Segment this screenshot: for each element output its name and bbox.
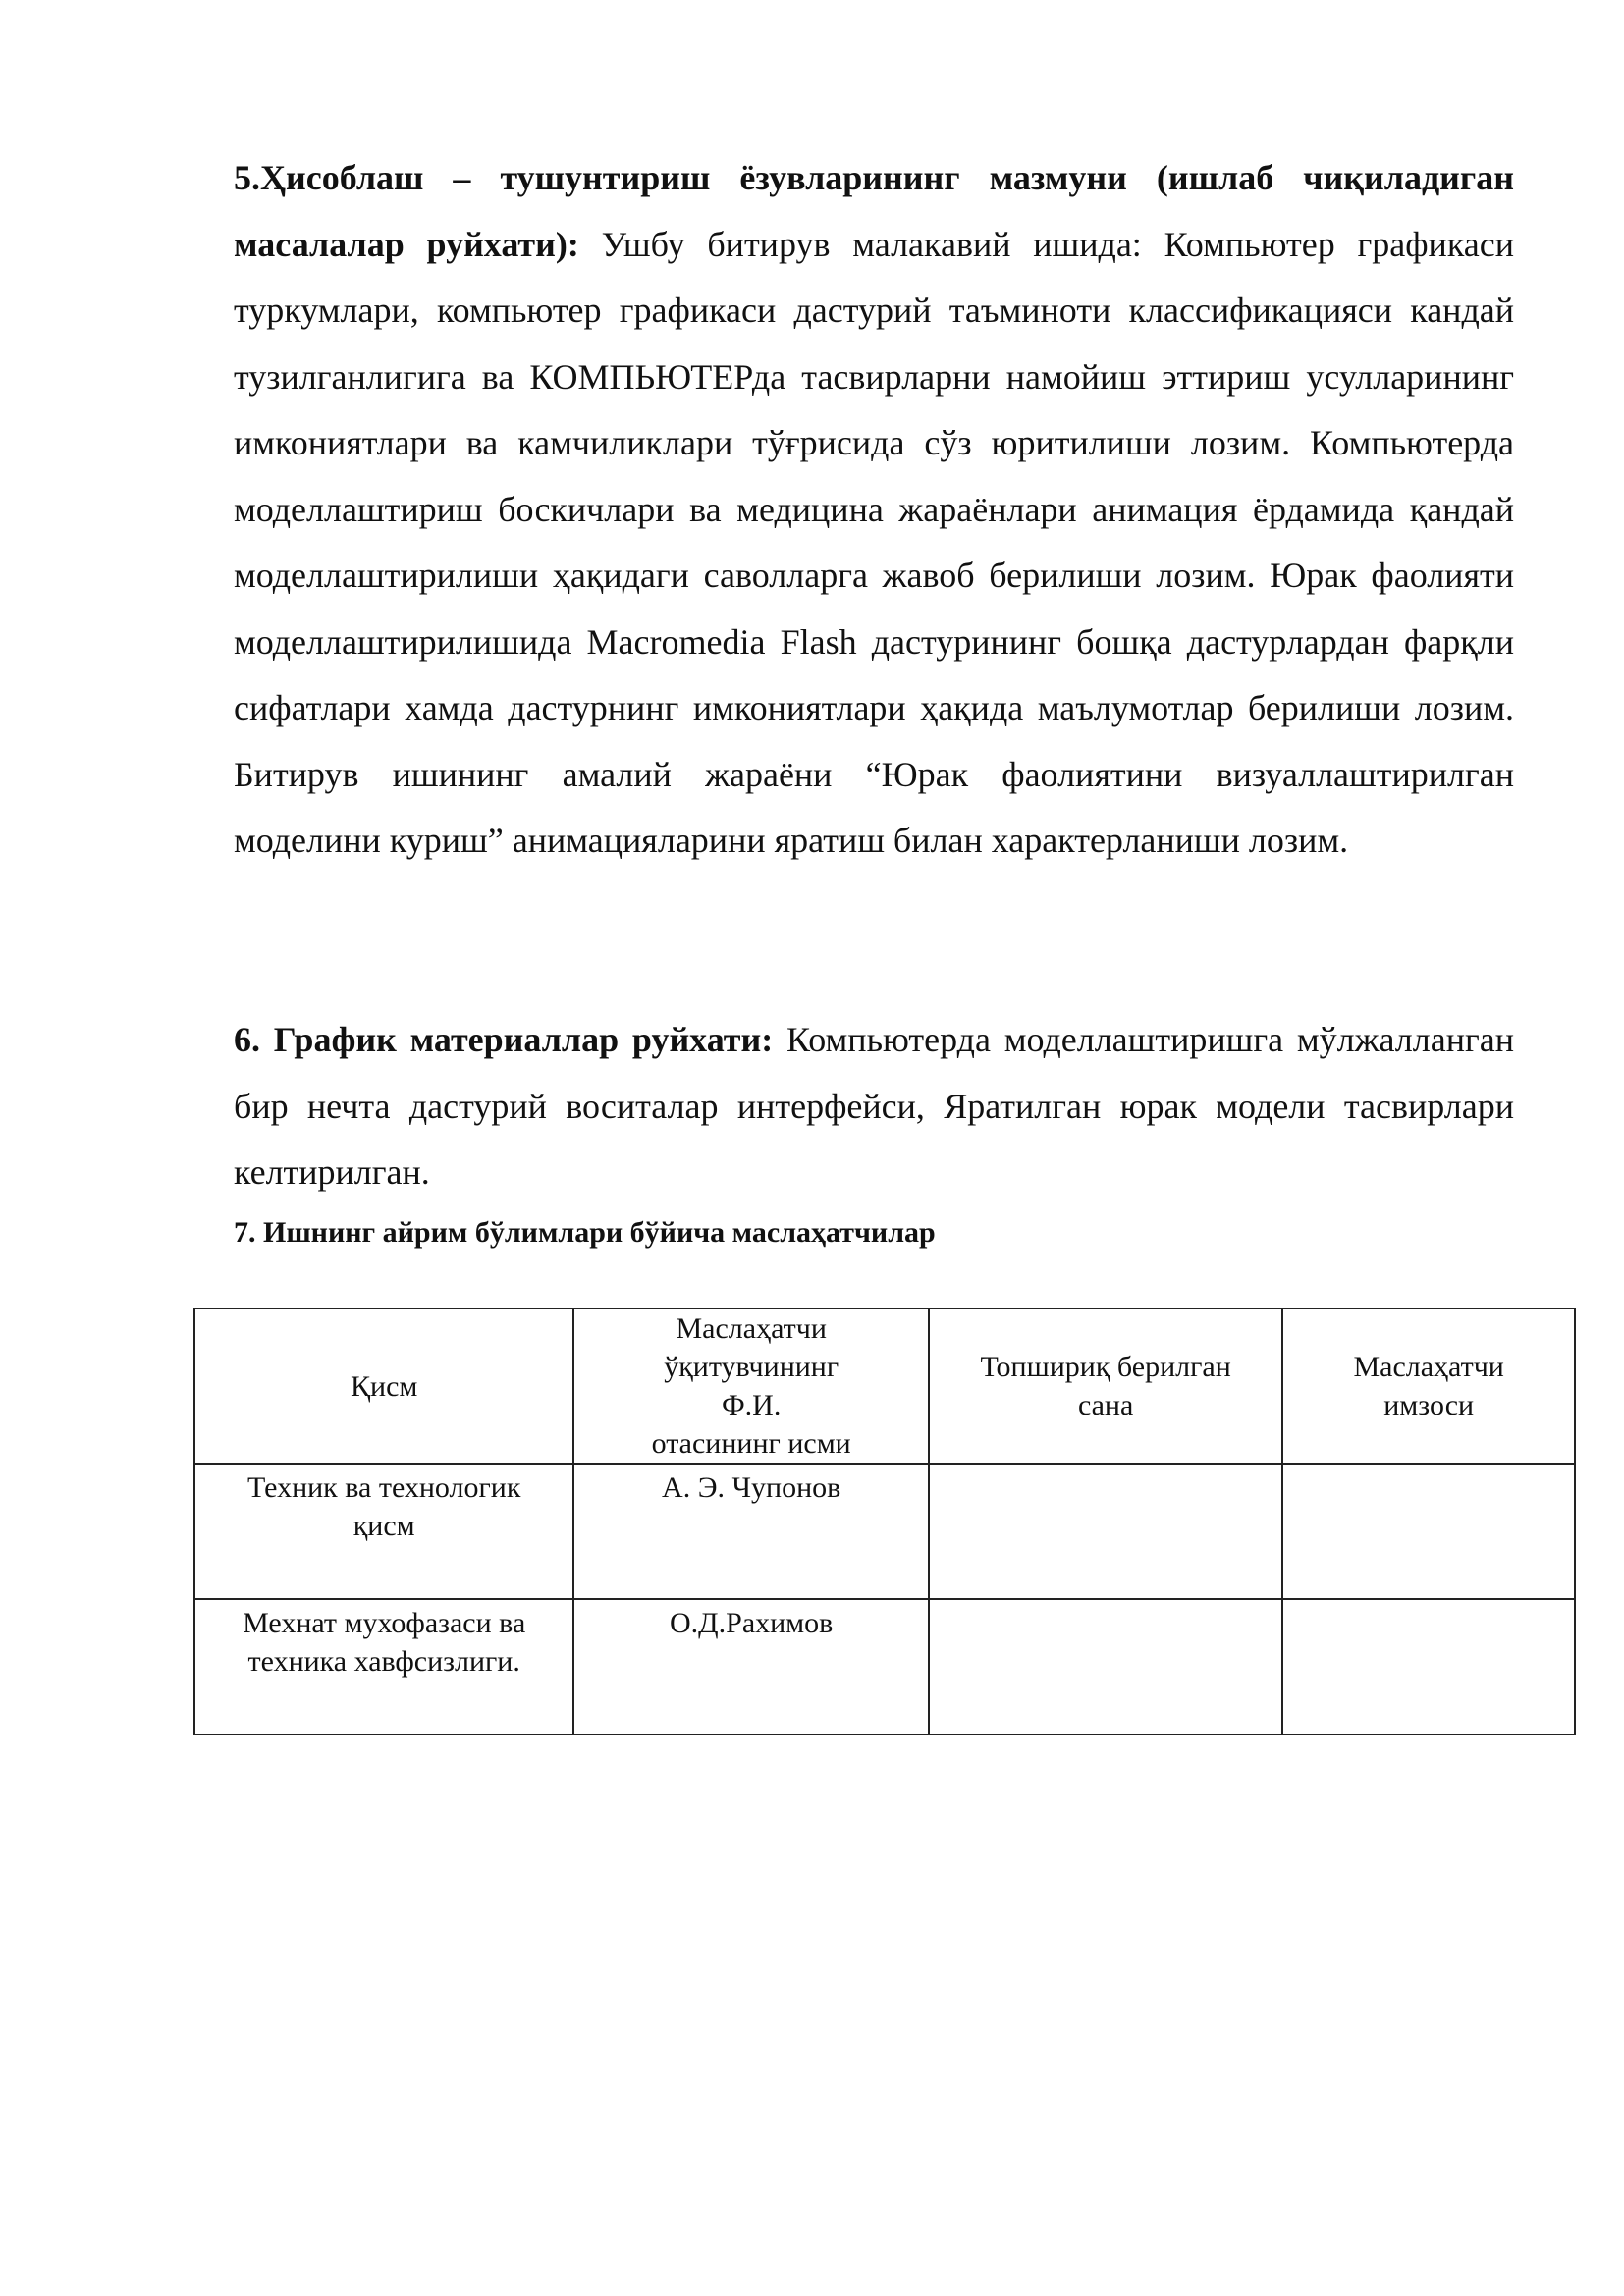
consultants-table xyxy=(193,1308,1576,1735)
section-5-paragraph xyxy=(234,145,1514,875)
section-6-heading: 6. График материаллар руйхати: xyxy=(234,1020,774,1059)
table-row xyxy=(194,1599,1575,1735)
section-6-paragraph xyxy=(234,1007,1514,1206)
cell-date xyxy=(929,1464,1282,1599)
header-part: Қисм xyxy=(194,1308,573,1464)
header-consultant-signature: Маслаҳатчи имзоси xyxy=(1282,1308,1575,1464)
section-5-heading: 5.Ҳисоблаш – тушунтириш ёзувларининг мазмуни (ишлаб чиқиладиган масалалар руйхати): xyxy=(234,158,1514,264)
table-row xyxy=(194,1464,1575,1599)
header-consultant-name: Маслаҳатчи ўқитувчининг Ф.И. отасининг исми xyxy=(573,1308,929,1464)
header-assignment-date: Топшириқ берилган сана xyxy=(929,1308,1282,1464)
cell-date xyxy=(929,1599,1282,1735)
cell-consultant: А. Э. Чупонов xyxy=(573,1464,929,1599)
table-header-row xyxy=(194,1308,1575,1464)
cell-signature xyxy=(1282,1599,1575,1735)
section-7-heading: 7. Ишнинг айрим бўлимлари бўйича маслаҳатчилар xyxy=(234,1216,936,1249)
section-5-body: Ушбу битирув малакавий ишида: Компьютер графикаси туркумлари, компьютер графикаси дастурий таъминоти классификацияси кандай тузилганлигига ва КОМПЬЮТЕРда тасвирларни намойиш эттириш усулларининг имкониятлари ва камчиликлари тўғрисида сўз юритилиши лозим. Компьютерда моделлаштириш боскичлари ва медицина жараёнлари анимация ёрдамида қандай моделлаштирилиши ҳақидаги саволларга жавоб берилиши лозим. Юрак фаолияти моделлаштирилишида Macromedia Flash дастурининг бошқа дастурлардан фарқли сифатлари хамда дастурнинг имкониятлари ҳақида маълумотлар берилиши лозим. Битирув ишининг амалий жараёни “Юрак фаолиятини визуаллаштирилган моделини куриш” анимацияларини яратиш билан характерланиши лозим. xyxy=(234,224,1514,860)
cell-part: Техник ва технологик қисм xyxy=(194,1464,573,1599)
cell-consultant: О.Д.Рахимов xyxy=(573,1599,929,1735)
section-6-body: Компьютерда моделлаштиришга мўлжалланган бир нечта дастурий воситалар интерфейси, Яратилган юрак модели тасвирлари келтирилган. xyxy=(234,1020,1514,1192)
cell-part: Мехнат мухофазаси ва техника хавфсизлиги. xyxy=(194,1599,573,1735)
cell-signature xyxy=(1282,1464,1575,1599)
